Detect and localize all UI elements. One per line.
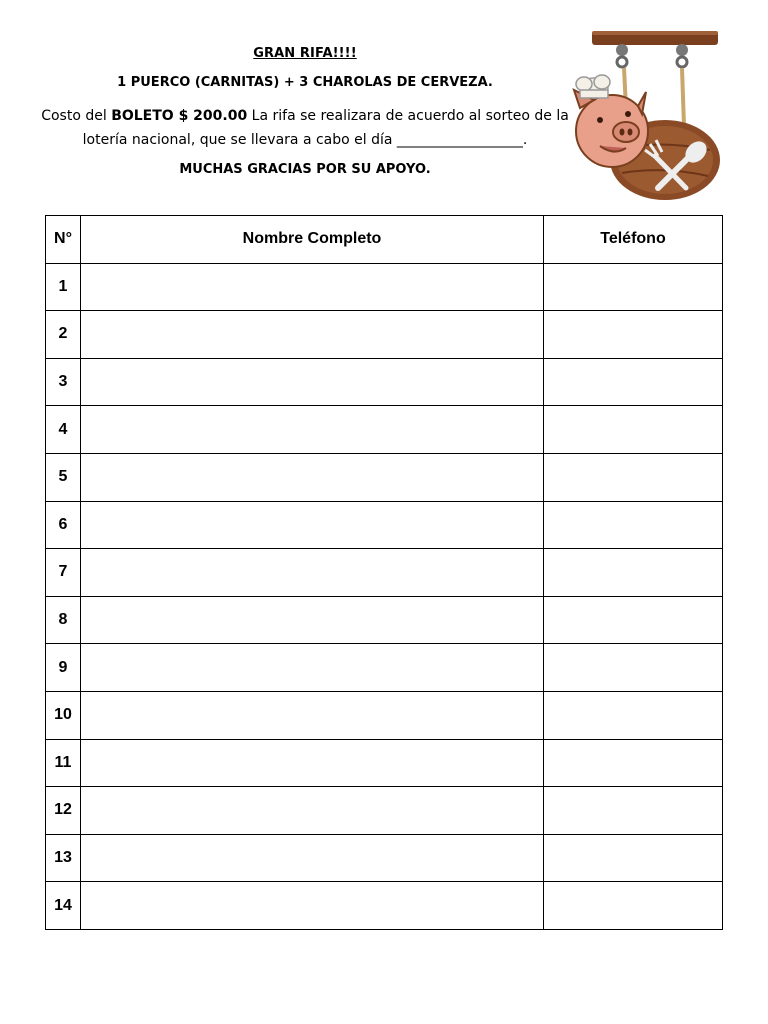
row-number: 5 — [46, 453, 81, 501]
ticket-price: BOLETO $ 200.00 — [111, 108, 248, 124]
row-number: 10 — [46, 691, 81, 739]
table-row — [46, 358, 723, 406]
phone-cell[interactable] — [544, 739, 723, 787]
phone-cell[interactable] — [544, 358, 723, 406]
sign-top-bar-highlight — [592, 31, 718, 35]
column-header-name: Nombre Completo — [81, 216, 544, 264]
phone-cell[interactable] — [544, 596, 723, 644]
row-number: 4 — [46, 406, 81, 454]
name-cell[interactable] — [81, 691, 544, 739]
table-row — [46, 406, 723, 454]
name-cell[interactable] — [81, 787, 544, 835]
document-header — [40, 46, 570, 177]
hook-right-icon — [676, 44, 688, 56]
row-number: 14 — [46, 882, 81, 930]
ring-right-icon — [677, 57, 687, 67]
name-cell[interactable] — [81, 596, 544, 644]
table-row — [46, 882, 723, 930]
phone-cell[interactable] — [544, 549, 723, 597]
name-cell[interactable] — [81, 644, 544, 692]
row-number: 2 — [46, 311, 81, 359]
table-row — [46, 453, 723, 501]
table-row — [46, 644, 723, 692]
phone-cell[interactable] — [544, 263, 723, 311]
thanks-line: MUCHAS GRACIAS POR SU APOYO. — [179, 162, 431, 177]
hook-left-icon — [616, 44, 628, 56]
table-row — [46, 549, 723, 597]
phone-cell[interactable] — [544, 787, 723, 835]
name-cell[interactable] — [81, 834, 544, 882]
phone-cell[interactable] — [544, 453, 723, 501]
phone-cell[interactable] — [544, 882, 723, 930]
description-paragraph — [40, 104, 570, 152]
phone-cell[interactable] — [544, 834, 723, 882]
phone-cell[interactable] — [544, 501, 723, 549]
table-row — [46, 834, 723, 882]
table-row — [46, 691, 723, 739]
row-number: 13 — [46, 834, 81, 882]
phone-cell[interactable] — [544, 406, 723, 454]
name-cell[interactable] — [81, 358, 544, 406]
name-cell[interactable] — [81, 406, 544, 454]
name-cell[interactable] — [81, 501, 544, 549]
column-header-phone: Teléfono — [544, 216, 723, 264]
phone-cell[interactable] — [544, 691, 723, 739]
row-number: 6 — [46, 501, 81, 549]
table-row — [46, 787, 723, 835]
table-row — [46, 263, 723, 311]
row-number: 12 — [46, 787, 81, 835]
name-cell[interactable] — [81, 453, 544, 501]
table-header-row — [46, 216, 723, 264]
description-prefix: Costo del — [41, 108, 112, 124]
name-cell[interactable] — [81, 739, 544, 787]
row-number: 11 — [46, 739, 81, 787]
rope-right — [682, 68, 684, 126]
prize-line: 1 PUERCO (CARNITAS) + 3 CHAROLAS DE CERVEZA. — [117, 75, 493, 90]
name-cell[interactable] — [81, 311, 544, 359]
raffle-table — [45, 215, 723, 930]
row-number: 1 — [46, 263, 81, 311]
row-number: 9 — [46, 644, 81, 692]
name-cell[interactable] — [81, 882, 544, 930]
column-header-number: N° — [46, 216, 81, 264]
row-number: 8 — [46, 596, 81, 644]
document-title: GRAN RIFA!!!! — [253, 46, 357, 61]
table-row — [46, 739, 723, 787]
row-number: 3 — [46, 358, 81, 406]
name-cell[interactable] — [81, 549, 544, 597]
pig-chef-sign-icon — [570, 28, 720, 203]
table-row — [46, 501, 723, 549]
pig-chef-icon — [574, 75, 648, 167]
row-number: 7 — [46, 549, 81, 597]
phone-cell[interactable] — [544, 644, 723, 692]
phone-cell[interactable] — [544, 311, 723, 359]
table-row — [46, 311, 723, 359]
ring-left-icon — [617, 57, 627, 67]
name-cell[interactable] — [81, 263, 544, 311]
description-suffix: La rifa se realizara de acuerdo al sorteo de la lotería nacional, que se llevara a cabo el día __________________. — [82, 108, 569, 148]
table-row — [46, 596, 723, 644]
